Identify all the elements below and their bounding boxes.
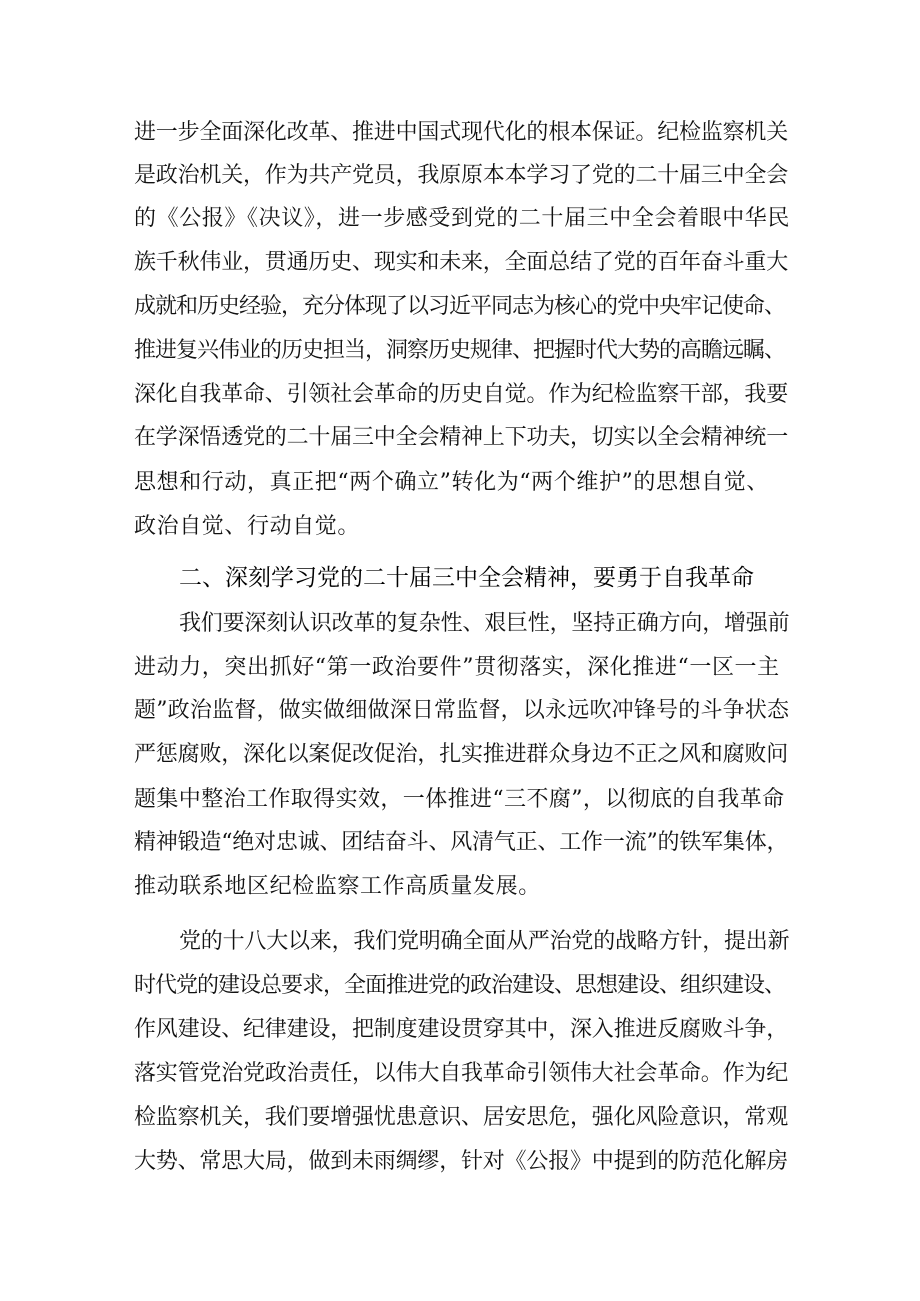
paragraph-line: 深化自我革命、引领社会革命的历史自觉。作为纪检监察干部，我要 — [134, 382, 789, 407]
paragraph-line: 党的十八大以来，我们党明确全面从严治党的战略方针，提出新 — [179, 929, 790, 954]
paragraph-line: 是政治机关，作为共产党员，我原原本本学习了党的二十届三中全会 — [134, 163, 789, 188]
paragraph-line: 时代党的建设总要求，全面推进党的政治建设、思想建设、组织建设、 — [134, 973, 786, 998]
paragraph-line: 进动力，突出抓好“第一政治要件”贯彻落实，深化推进“一区一主 — [134, 655, 780, 680]
paragraph-line: 进一步全面深化改革、推进中国式现代化的根本保证。纪检监察机关 — [134, 120, 789, 145]
paragraph-line: 思想和行动，真正把“两个确立”转化为“两个维护”的思想自觉、 — [134, 470, 769, 495]
paragraph-line: 题集中整治工作取得实效，一体推进“三不腐”，以彻底的自我革命 — [134, 787, 785, 812]
paragraph-line: 推进复兴伟业的历史担当，洞察历史规律、把握时代大势的高瞻远瞩、 — [134, 338, 786, 363]
paragraph-line: 在学深悟透党的二十届三中全会精神上下功夫，切实以全会精神统一 — [134, 425, 789, 450]
paragraph-line: 作风建设、纪律建设，把制度建设贯穿其中，深入推进反腐败斗争， — [134, 1017, 789, 1042]
paragraph-line: 政治自觉、行动自觉。 — [134, 514, 361, 539]
section-heading: 二、深刻学习党的二十届三中全会精神，要勇于自我革命 — [179, 565, 754, 591]
paragraph-line: 成就和历史经验，充分体现了以习近平同志为核心的党中央牢记使命、 — [134, 294, 786, 319]
paragraph-line: 推动联系地区纪检监察工作高质量发展。 — [134, 874, 541, 899]
paragraph-line: 题”政治监督，做实做细做深日常监督，以永远吹冲锋号的斗争状态 — [134, 698, 790, 723]
paragraph-line: 落实管党治党政治责任，以伟大自我革命引领伟大社会革命。作为纪 — [134, 1061, 789, 1086]
paragraph-line: 检监察机关，我们要增强忧患意识、居安思危，强化风险意识，常观 — [134, 1105, 789, 1130]
paragraph-line: 大势、常思大局，做到未雨绸缪，针对《公报》中提到的防范化解房 — [134, 1149, 789, 1174]
paragraph-line: 族千秋伟业，贯通历史、现实和未来，全面总结了党的百年奋斗重大 — [134, 250, 789, 275]
paragraph-line: 我们要深刻认识改革的复杂性、艰巨性，坚持正确方向，增强前 — [179, 611, 790, 636]
paragraph-line: 精神锻造“绝对忠诚、团结奋斗、风清气正、工作一流”的铁军集体， — [134, 830, 789, 855]
paragraph-line: 严惩腐败，深化以案促改促治，扎实推进群众身边不正之风和腐败问 — [134, 742, 789, 767]
paragraph-line: 的《公报》《决议》，进一步感受到党的二十届三中全会着眼中华民 — [134, 206, 791, 231]
